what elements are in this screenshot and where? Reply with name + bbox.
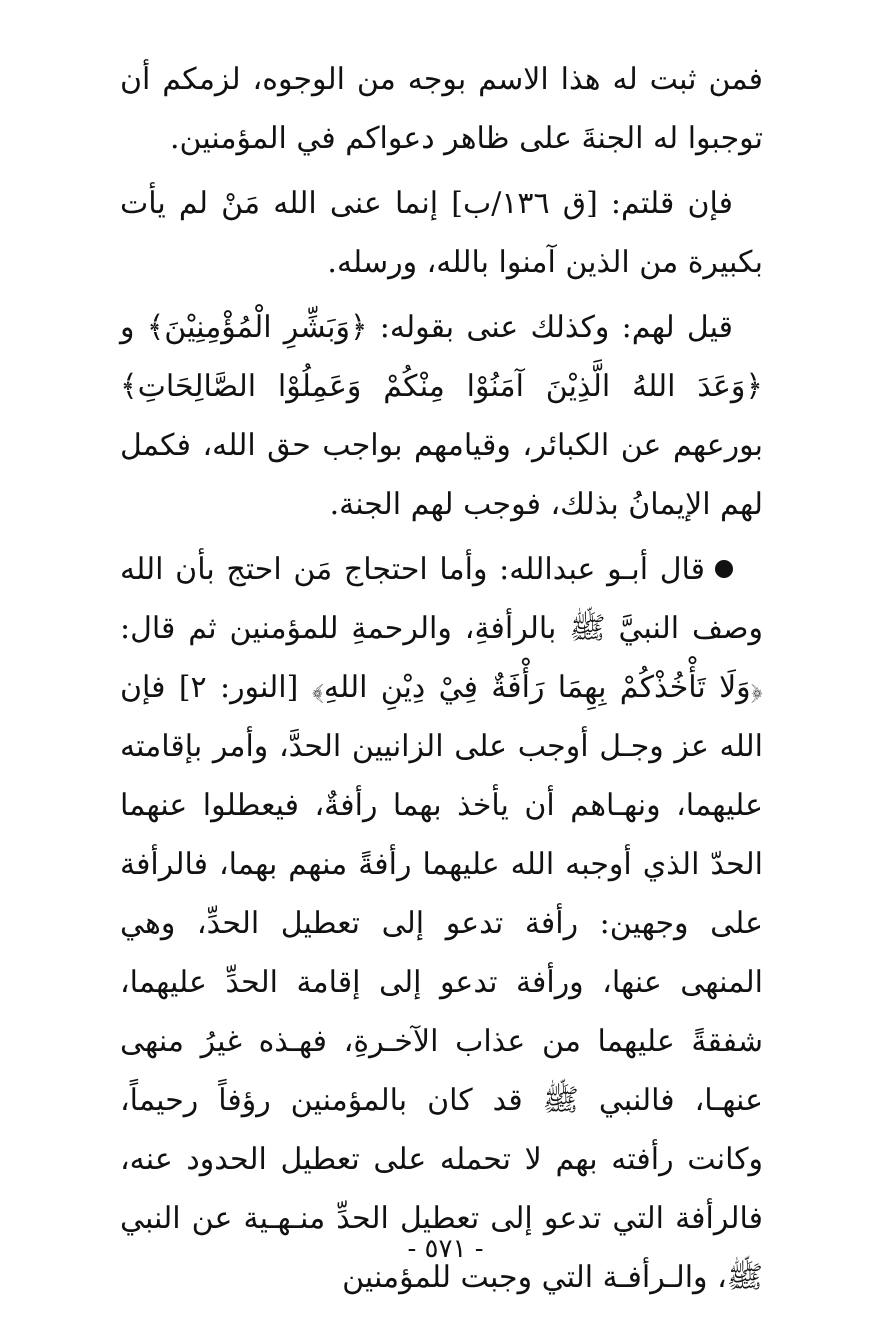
paragraph-4-text: قال أبـو عبدالله: وأما احتجاج مَن احتج بأن الله وصف النبيَّ ﷺ بالرأفةِ، والرحمةِ للمؤمنين ثم قال: ﴿وَلَا تَأْخُذْكُمْ بِهِمَا رَأْفَةٌ فِيْ دِيْنِ اللهِ﴾ [النور: ٢] فإن الله عز وجـل أوجب على الزانيين الحدَّ، وأمر بإقامته عليهما، ونهـاهم أن يأخذ بهما رأفةٌ، فيعطلوا عنهما الحدّ الذي أوجبه الله عليهما رأفةً منهم بهما، فالرأفة على وجهين: رأفة تدعو إلى تعطيل الحدِّ، وهي المنهى عنها، ورأفة تدعو إلى إقامة الحدِّ عليهما، شفقةً عليهما من عذاب الآخـرةِ، فهـذه غيرُ منهى عنهـا، فالنبي ﷺ قد كان بالمؤمنين رؤفاً رحيماً، وكانت رأفته بهم لا تحمله على تعطيل الحدود عنه، فالرأفة التي تدعو إلى تعطيل الحدِّ منـهـية عن النبي ﷺ، والـرأفـة التي وجبت للمؤمنين <box>120 552 763 1295</box>
page-number: - ٥٧١ - <box>407 1234 484 1264</box>
paragraph-1: فمن ثبت له هذا الاسم بوجه من الوجوه، لزمكم أن توجبوا له الجنةَ على ظاهر دعواكم في المؤمنين. <box>120 62 763 156</box>
paragraph-2: فإن قلتم: [ق ١٣٦/ب] إنما عنى الله مَنْ لم يأت بكبيرة من الذين آمنوا بالله، ورسله. <box>120 186 763 280</box>
section-bullet-icon <box>715 560 733 578</box>
paragraph-4 <box>120 540 763 1307</box>
body-text <box>120 50 763 1307</box>
paragraph-3: قيل لهم: وكذلك عنى بقوله: ﴿وَبَشِّرِ الْمُؤْمِنِيْنَ﴾ و ﴿وَعَدَ اللهُ الَّذِيْنَ آمَنُوْا مِنْكُمْ وَعَمِلُوْا الصَّالِحَاتِ﴾ بورعهم عن الكبائر، وقيامهم بواجب حق الله، فكمل لهم الإيمانُ بذلك، فوجب لهم الجنة. <box>120 310 763 522</box>
